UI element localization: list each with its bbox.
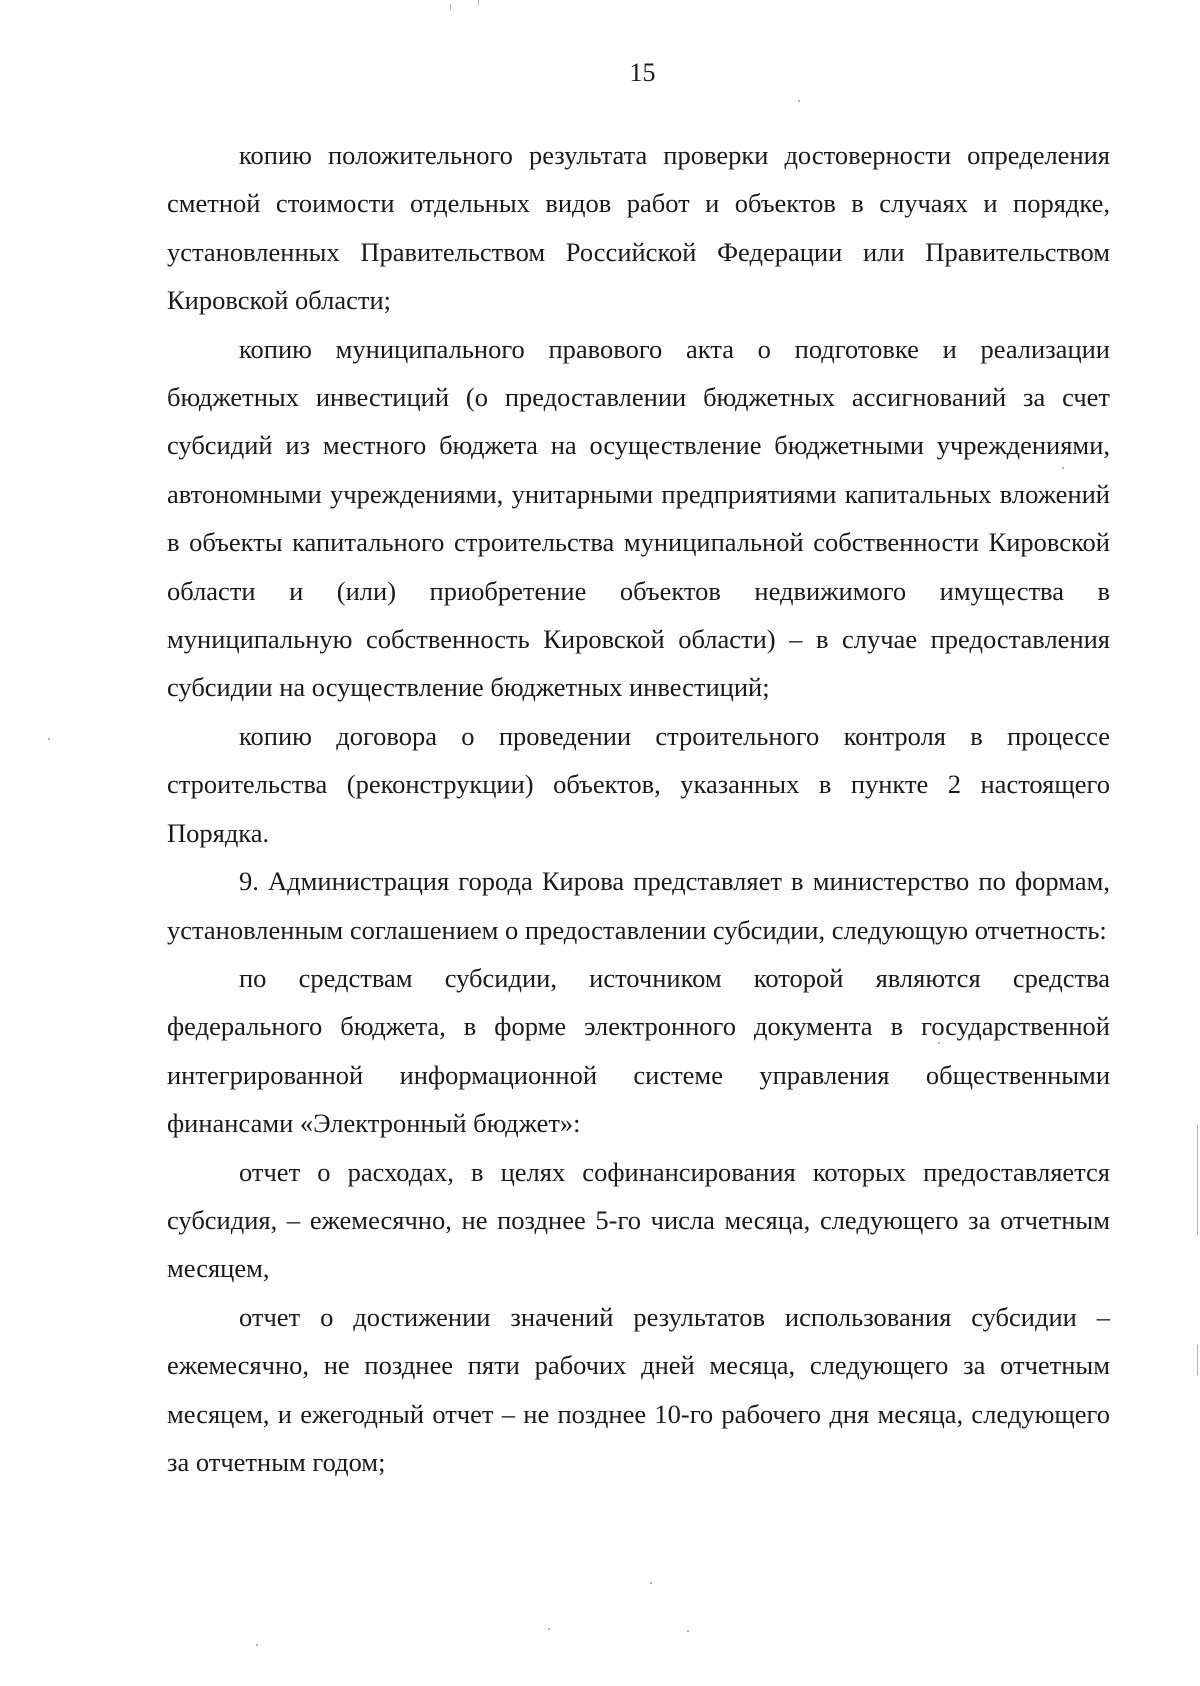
scan-artifact [48,738,50,740]
paragraph-municipal-act-copy: копию муниципального правового акта о подготовке и реализации бюджетных инвестиций (о предоставлении бюджетных ассигнований за счет субсидий из местного бюджета на осуществление бюджетными учреждениями, автономными учреждениями, унитарными предприятиями капитальных вложений в объекты капитального строительства муниципальной собственности Кировской области и (или) приобретение объектов недвижимого имущества в муниципальную собственность Кировской области) – в случае предоставления субсидии на осуществление бюджетных инвестиций; [167,333,1110,703]
document-body [167,131,1110,1486]
scan-artifact [478,0,479,5]
paragraph-estimate-verification-copy: копию положительного результата проверки достоверности определения сметной стоимости отдельных видов работ и объектов в случаях и порядке, установленных Правительством Российской Федерации или Правительством Кировской области; [167,140,1110,316]
scan-artifact [1197,1125,1198,1235]
scan-artifact [450,4,451,10]
page-number: 15 [629,58,656,87]
scan-artifact [798,100,800,102]
scan-artifact [938,1042,940,1044]
scan-artifact [687,1630,689,1632]
paragraph-results-report: отчет о достижении значений результатов использования субсидии – ежемесячно, не позднее пяти рабочих дней месяца, следующего за отчетным месяцем, и ежегодный отчет – не позднее 10-го рабочего дня месяца, следующего за отчетным годом; [167,1301,1110,1477]
paragraph-construction-control-copy: копию договора о проведении строительного контроля в процессе строительства (реконструкции) объектов, указанных в пункте 2 настоящего Порядка. [167,720,1110,848]
scan-artifact [650,1582,652,1584]
scan-artifact [256,1644,258,1646]
paragraph-section-9-reporting: 9. Администрация города Кирова представляет в министерство по формам, установленным соглашением о предоставлении субсидии, следующую отчетность: [167,866,1110,945]
paragraph-federal-budget-funds: по средствам субсидии, источником которой являются средства федерального бюджета, в форме электронного документа в государственной интегрированной информационной системе управления общественными финансами «Электронный бюджет»: [167,962,1110,1139]
paragraph-expense-report: отчет о расходах, в целях софинансирования которых предоставляется субсидия, – ежемесячно, не позднее 5-го числа месяца, следующего за отчетным месяцем, [167,1156,1110,1284]
scan-artifact [548,1628,550,1630]
scan-artifact [1197,1345,1198,1375]
scan-artifact [1062,467,1064,469]
